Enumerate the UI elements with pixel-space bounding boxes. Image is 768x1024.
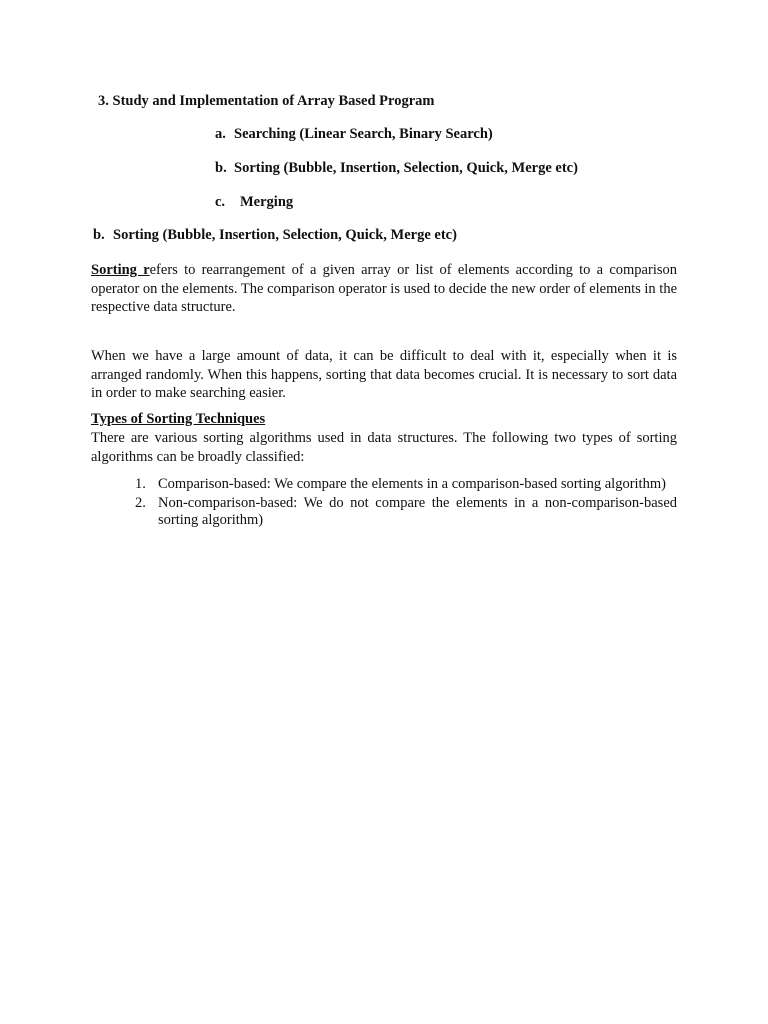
section-title: Sorting (Bubble, Insertion, Selection, Quick, Merge etc) [113, 227, 457, 243]
types-of-sorting-title: Types of Sorting Techniques [91, 411, 266, 427]
subitem-marker: a. [215, 126, 226, 142]
paragraph-large-data: When we have a large amount of data, it can be difficult to deal with it, especially when it is arranged randomly. When this happens, sorting that data becomes crucial. It is necessary to sort data in order to make searching easier. [91, 348, 677, 401]
subitem-sorting [215, 160, 578, 177]
list-item [135, 476, 677, 494]
list-item [135, 495, 677, 530]
subitem-searching [215, 126, 493, 143]
paragraph-text: efers to rearrangement of a given array or list of elements according to a comparison operator on the elements. The comparison operator is used to decide the new order of elements in the respective data structure. [91, 262, 677, 315]
subitem-marker: b. [215, 160, 227, 176]
subitem-merging [215, 194, 293, 211]
paragraph-sorting-definition [91, 261, 677, 317]
section-heading [93, 227, 457, 244]
section-marker: b. [93, 227, 105, 243]
list-item-number: 2. [135, 494, 146, 511]
subitem-text: Merging [240, 194, 294, 210]
sorting-types-list [135, 476, 677, 530]
list-item-text: Comparison-based: We compare the elements in a comparison-based sorting algorithm) [158, 476, 666, 492]
subitem-marker: c. [215, 194, 226, 210]
paragraph-lead-word: Sorting r [91, 262, 150, 278]
subitem-text: Sorting (Bubble, Insertion, Selection, Quick, Merge etc) [234, 160, 578, 176]
paragraph-sorting-types-intro: There are various sorting algorithms used in data structures. The following two types of sorting algorithms can be broadly classified: [91, 430, 677, 465]
document-heading: 3. Study and Implementation of Array Based Program [98, 93, 435, 109]
list-item-text: Non-comparison-based: We do not compare the elements in a non-comparison-based sorting algorithm) [158, 494, 677, 528]
list-item-number: 1. [135, 476, 146, 492]
subitem-text: Searching (Linear Search, Binary Search) [234, 126, 493, 142]
